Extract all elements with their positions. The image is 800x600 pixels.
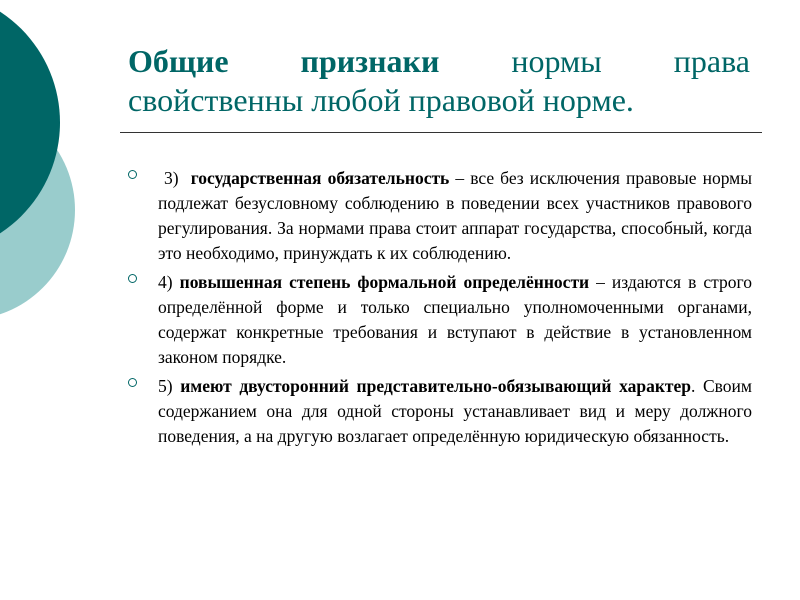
title-word-3: нормы xyxy=(511,43,602,79)
list-item xyxy=(128,270,752,370)
title-word-2: признаки xyxy=(300,43,440,79)
item-term: имеют двусторонний представительно-обязывающий характер xyxy=(180,376,691,396)
title-divider xyxy=(120,132,762,133)
title-line-2: свойственны любой правовой норме. xyxy=(128,82,634,118)
bullet-circle-icon xyxy=(128,378,137,387)
item-text: – издаются в строго определённой форме и только специально уполномоченными органами, содержат конкретные требования и вступают в действие в установленном законом порядке. xyxy=(158,272,752,367)
bullet-circle-icon xyxy=(128,274,137,283)
item-number: 5) xyxy=(158,376,181,396)
item-number: 3) xyxy=(158,168,185,188)
item-term: повышенная степень формальной определённости xyxy=(179,272,590,292)
item-text: – все без исключения правовые нормы подлежат безусловному соблюдению в поведении всех участников правового регулирования. За нормами права стоит аппарат государства, способный, когда это необходимо, принуждать к их соблюдению. xyxy=(158,168,753,263)
item-text: . Своим содержанием она для одной стороны устанавливает вид и меру должного поведения, а на другую возлагает определённую юридическую обязанность. xyxy=(158,376,752,446)
list-item xyxy=(128,374,752,449)
bullet-circle-icon xyxy=(128,170,137,179)
title-word-4: права xyxy=(673,43,750,79)
title-word-1: Общие xyxy=(128,43,229,79)
bullet-list xyxy=(128,166,752,453)
slide-title xyxy=(128,42,750,120)
item-term: государственная обязательность xyxy=(190,168,450,188)
list-item xyxy=(128,166,752,266)
item-number: 4) xyxy=(158,272,180,292)
title-line-1 xyxy=(128,42,750,81)
